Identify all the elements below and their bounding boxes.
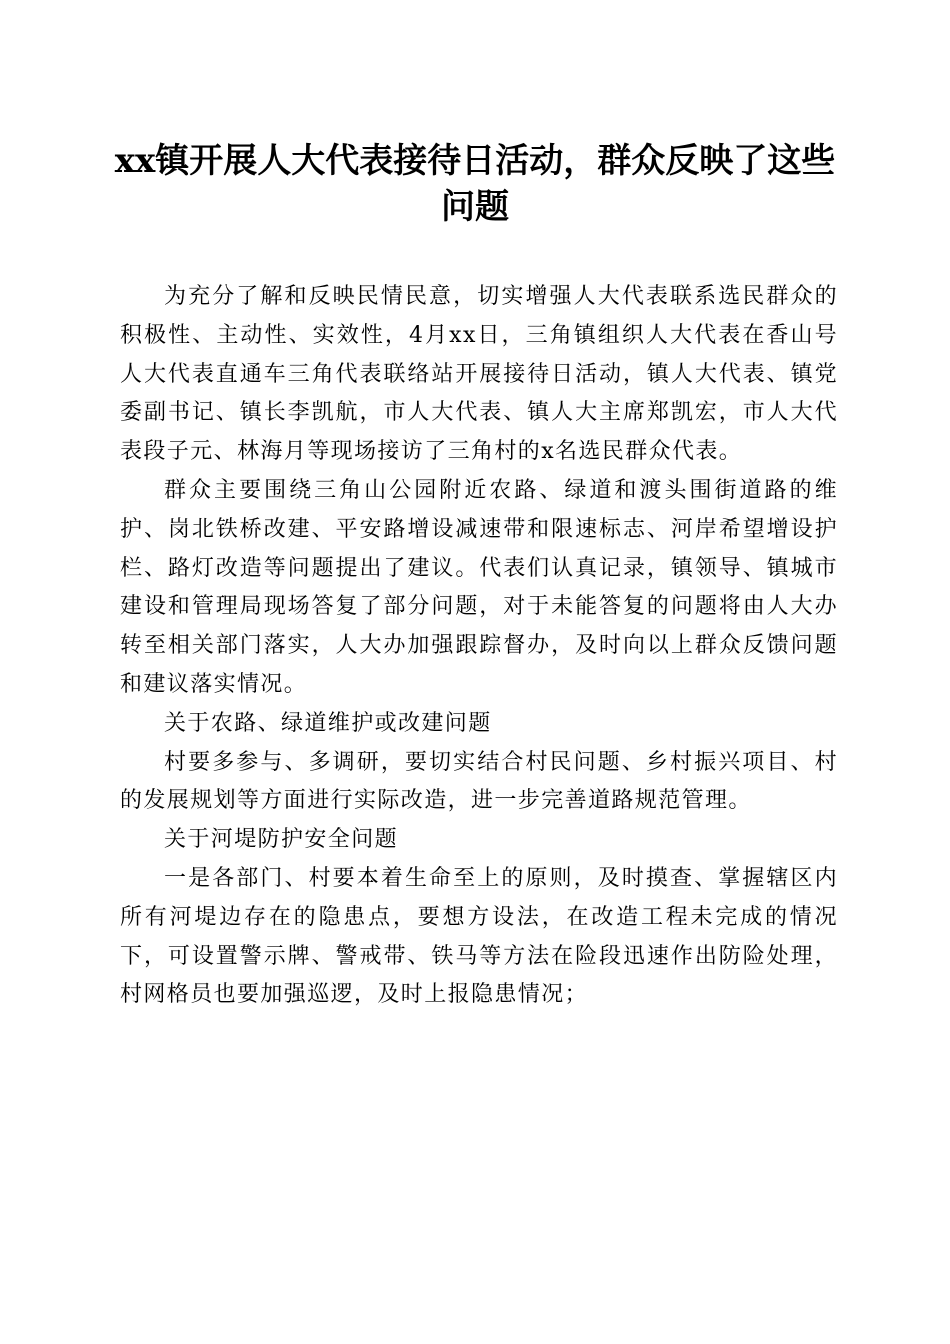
paragraph-intro: 为充分了解和反映民情民意，切实增强人大代表联系选民群众的积极性、主动性、实效性，4月xx日，三角镇组织人大代表在香山号人大代表直通车三角代表联络站开展接待日活动，镇人大代表、镇党委副书记、镇长李凯航，市人大代表、镇人大主席郑凯宏，市人大代表段子元、林海月等现场接访了三角村的x名选民群众代表。 <box>120 284 838 465</box>
document-title: xx镇开展人大代表接待日活动，群众反映了这些问题 <box>114 141 836 227</box>
paragraph-embankment-response: 一是各部门、村要本着生命至上的原则，及时摸查、掌握辖区内所有河堤边存在的隐患点，要想方设法，在改造工程未完成的情况下，可设置警示牌、警戒带、铁马等方法在险段迅速作出防险处理，村网格员也要加强巡逻，及时上报隐患情况； <box>120 865 838 1008</box>
paragraph-issues: 群众主要围绕三角山公园附近农路、绿道和渡头围街道路的维护、岗北铁桥改建、平安路增设减速带和限速标志、河岸希望增设护栏、路灯改造等问题提出了建议。代表们认真记录，镇领导、镇城市建设和管理局现场答复了部分问题，对于未能答复的问题将由人大办转至相关部门落实，人大办加强跟踪督办，及时向以上群众反馈问题和建议落实情况。 <box>120 477 838 697</box>
document-body <box>120 278 838 1015</box>
subheading-embankment-safety: 关于河堤防护安全问题 <box>164 827 399 853</box>
paragraph-road-response: 村要多参与、多调研，要切实结合村民问题、乡村振兴项目、村的发展规划等方面进行实际改造，进一步完善道路规范管理。 <box>120 749 838 814</box>
subheading-road-maintenance: 关于农路、绿道维护或改建问题 <box>164 710 492 736</box>
